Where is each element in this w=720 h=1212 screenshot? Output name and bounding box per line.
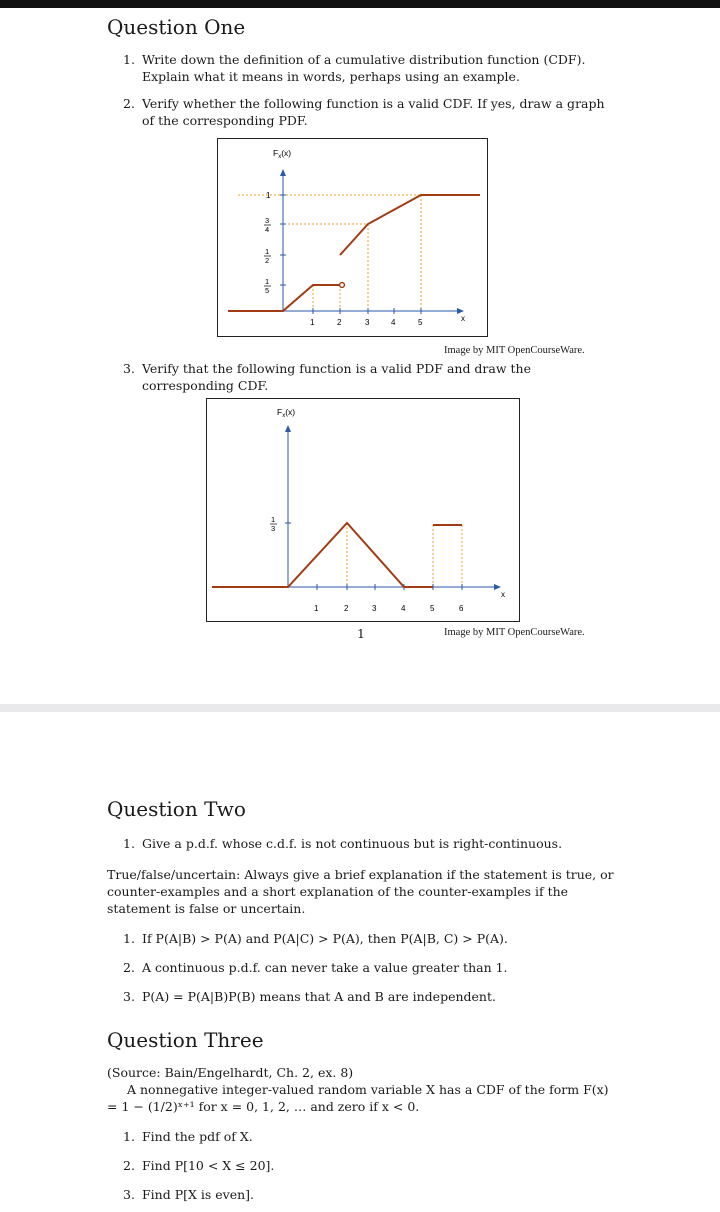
q3-item-3-text: Find P[X is even].	[142, 1187, 254, 1202]
pdf-axes	[285, 429, 497, 590]
svg-text:3: 3	[365, 318, 370, 327]
svg-text:3: 3	[271, 524, 276, 533]
q2-intro: True/false/uncertain: Always give a brief explanation if the statement is true, or counter-examples and a short explanation of the counter-examples if the statement is false or uncertain.	[107, 867, 614, 916]
svg-text:1: 1	[265, 247, 270, 256]
q3-item-1-num: 1.	[123, 1129, 135, 1144]
svg-text:2: 2	[265, 256, 270, 265]
pdf-x-ticks	[314, 604, 464, 613]
cdf-open-point	[340, 283, 345, 288]
svg-text:2: 2	[344, 604, 349, 613]
question-one-title: Question One	[107, 15, 246, 39]
q1-item-3-text: Verify that the following function is a valid PDF and draw the corresponding CDF.	[142, 361, 532, 393]
pdf-curve	[212, 523, 462, 587]
svg-text:1: 1	[314, 604, 319, 613]
question-three-title: Question Three	[107, 1028, 264, 1052]
cdf-x-label: x	[461, 314, 465, 323]
cdf-caption: Image by MIT OpenCourseWare.	[444, 345, 585, 356]
svg-text:1: 1	[310, 318, 315, 327]
cdf-figure	[217, 138, 488, 337]
q1-item-3-num: 3.	[123, 361, 135, 376]
q2-statement-3-num: 3.	[123, 989, 135, 1004]
q3-intro: A nonnegative integer-valued random variable X has a CDF of the form F(x) = 1 − (1/2)ˣ⁺¹ for x = 0, 1, 2, … and zero if x < 0.	[107, 1082, 609, 1114]
page-separator	[0, 704, 720, 712]
page-2	[0, 712, 720, 1212]
svg-text:6: 6	[459, 604, 464, 613]
svg-text:4: 4	[401, 604, 406, 613]
q1-item-2-num: 2.	[123, 96, 135, 111]
q2-item-1-num: 1.	[123, 836, 135, 851]
pdf-guide-lines	[347, 523, 462, 585]
pdf-y-label: $F_x(x)$	[277, 407, 296, 419]
q2-item-1-text: Give a p.d.f. whose c.d.f. is not continuous but is right-continuous.	[142, 836, 563, 851]
top-bar	[0, 0, 720, 8]
pdf-y-arrow-icon	[285, 425, 291, 432]
q2-statement-1-num: 1.	[123, 931, 135, 946]
svg-text:5: 5	[418, 318, 423, 327]
cdf-y-label: $F_x(x)$	[273, 148, 292, 160]
q2-statement-2-num: 2.	[123, 960, 135, 975]
q3-source: (Source: Bain/Engelhardt, Ch. 2, ex. 8)	[107, 1065, 354, 1080]
pdf-figure	[206, 398, 520, 622]
pdf-caption: Image by MIT OpenCourseWare.	[444, 627, 585, 638]
svg-text:5: 5	[265, 286, 270, 295]
cdf-plot	[218, 139, 487, 336]
q2-statement-1-text: If P(A|B) > P(A) and P(A|C) > P(A), then P(A|B, C) > P(A).	[142, 931, 508, 946]
q3-item-3-num: 3.	[123, 1187, 135, 1202]
svg-text:3: 3	[265, 216, 270, 225]
pdf-x-arrow-icon	[494, 584, 501, 590]
pdf-x-label: x	[501, 590, 505, 599]
question-two-title: Question Two	[107, 797, 246, 821]
page-number: 1	[357, 626, 365, 641]
svg-text:3: 3	[372, 604, 377, 613]
q1-item-1-num: 1.	[123, 52, 135, 67]
svg-text:4: 4	[391, 318, 396, 327]
svg-text:1: 1	[271, 515, 276, 524]
svg-text:1: 1	[265, 277, 270, 286]
q3-item-1-text: Find the pdf of X.	[142, 1129, 253, 1144]
q3-item-2-num: 2.	[123, 1158, 135, 1173]
page-1	[0, 8, 720, 704]
pdf-y-tick-fraction	[270, 515, 277, 533]
cdf-y-arrow-icon	[280, 169, 286, 176]
q1-item-1-text: Write down the definition of a cumulative distribution function (CDF). Explain what it means in words, perhaps using an example.	[142, 52, 586, 84]
pdf-plot	[207, 399, 519, 621]
q3-item-2-text: Find P[10 < X ≤ 20].	[142, 1158, 275, 1173]
svg-text:4: 4	[265, 225, 270, 234]
cdf-y-tick-1: 1	[266, 191, 271, 200]
cdf-x-ticks	[310, 318, 423, 327]
q2-statement-3-text: P(A) = P(A|B)P(B) means that A and B are independent.	[142, 989, 496, 1004]
q1-item-2-text: Verify whether the following function is a valid CDF. If yes, draw a graph of the corresponding PDF.	[142, 96, 605, 128]
q2-statement-2-text: A continuous p.d.f. can never take a value greater than 1.	[142, 960, 508, 975]
svg-text:5: 5	[430, 604, 435, 613]
svg-text:2: 2	[337, 318, 342, 327]
cdf-y-tick-fractions	[264, 216, 271, 295]
